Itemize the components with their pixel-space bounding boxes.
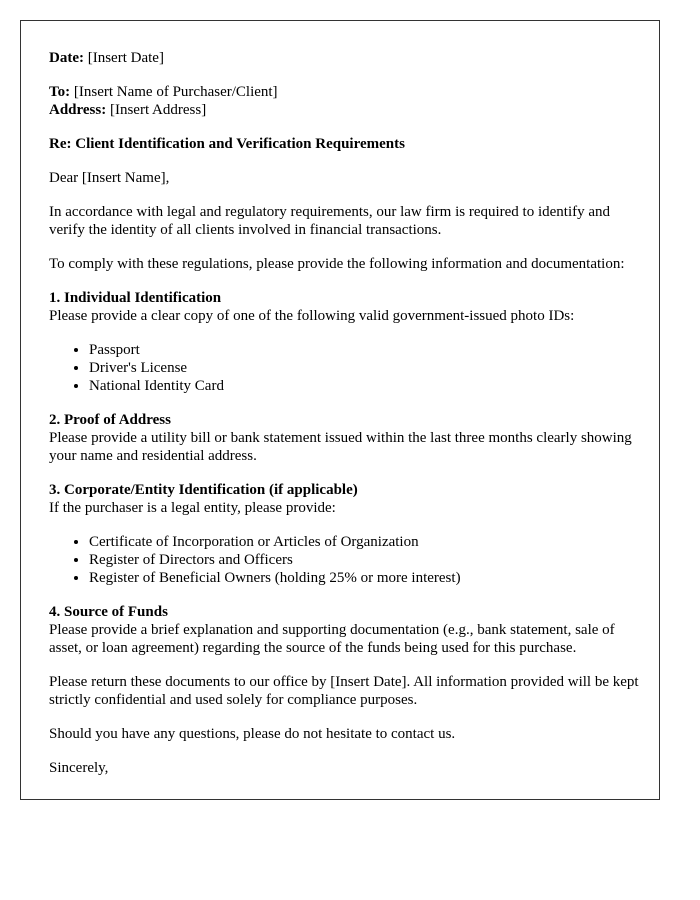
date-label: Date:: [49, 50, 84, 66]
intro-paragraph: In accordance with legal and regulatory requirements, our law firm is required to identify and verify the identity of all clients involved in financial transactions.: [49, 204, 611, 238]
return-paragraph: Please return these documents to our office by [Insert Date]. All information provided will be kept strictly confidential and used solely for compliance purposes.: [49, 674, 639, 708]
section-individual-identification: [49, 289, 639, 395]
section-corporate-identification: [49, 481, 639, 587]
salutation: Dear [Insert Name],: [49, 170, 170, 186]
date-value: [Insert Date]: [87, 50, 164, 66]
letter-content: [49, 49, 639, 793]
section-text: If the purchaser is a legal entity, please provide:: [49, 500, 336, 516]
section-heading: 3. Corporate/Entity Identification (if applicable): [49, 482, 358, 498]
entity-document-list: [49, 533, 639, 587]
section-source-of-funds: [49, 603, 639, 657]
section-text: Please provide a clear copy of one of the following valid government-issued photo IDs:: [49, 308, 575, 324]
letter-page: [20, 20, 660, 800]
closing: Sincerely,: [49, 760, 109, 776]
to-label: To:: [49, 84, 71, 100]
list-item: • Register of Beneficial Owners (holding 25% or more interest): [89, 569, 639, 587]
section-heading: 4. Source of Funds: [49, 604, 168, 620]
section-heading: 2. Proof of Address: [49, 412, 171, 428]
section-heading: 1. Individual Identification: [49, 290, 222, 306]
comply-paragraph: To comply with these regulations, please provide the following information and documentation:: [49, 256, 625, 272]
list-item: • National Identity Card: [89, 377, 639, 395]
section-text: Please provide a utility bill or bank statement issued within the last three months clearly showing your name and residential address.: [49, 430, 632, 464]
recipient-block: [49, 83, 639, 119]
list-item: • Passport: [89, 341, 639, 359]
subject-line: Re: Client Identification and Verification Requirements: [49, 136, 405, 152]
address-label: Address:: [49, 102, 107, 118]
date-line: [49, 49, 639, 67]
to-value: [Insert Name of Purchaser/Client]: [73, 84, 278, 100]
questions-paragraph: Should you have any questions, please do not hesitate to contact us.: [49, 726, 456, 742]
list-item: • Register of Directors and Officers: [89, 551, 639, 569]
section-proof-of-address: [49, 411, 639, 465]
section-text: Please provide a brief explanation and supporting documentation (e.g., bank statement, sale of asset, or loan agreement) regarding the source of the funds being used for this purchase.: [49, 622, 615, 656]
address-value: [Insert Address]: [109, 102, 207, 118]
list-item: • Certificate of Incorporation or Articles of Organization: [89, 533, 639, 551]
id-list: [49, 341, 639, 395]
list-item: • Driver's License: [89, 359, 639, 377]
